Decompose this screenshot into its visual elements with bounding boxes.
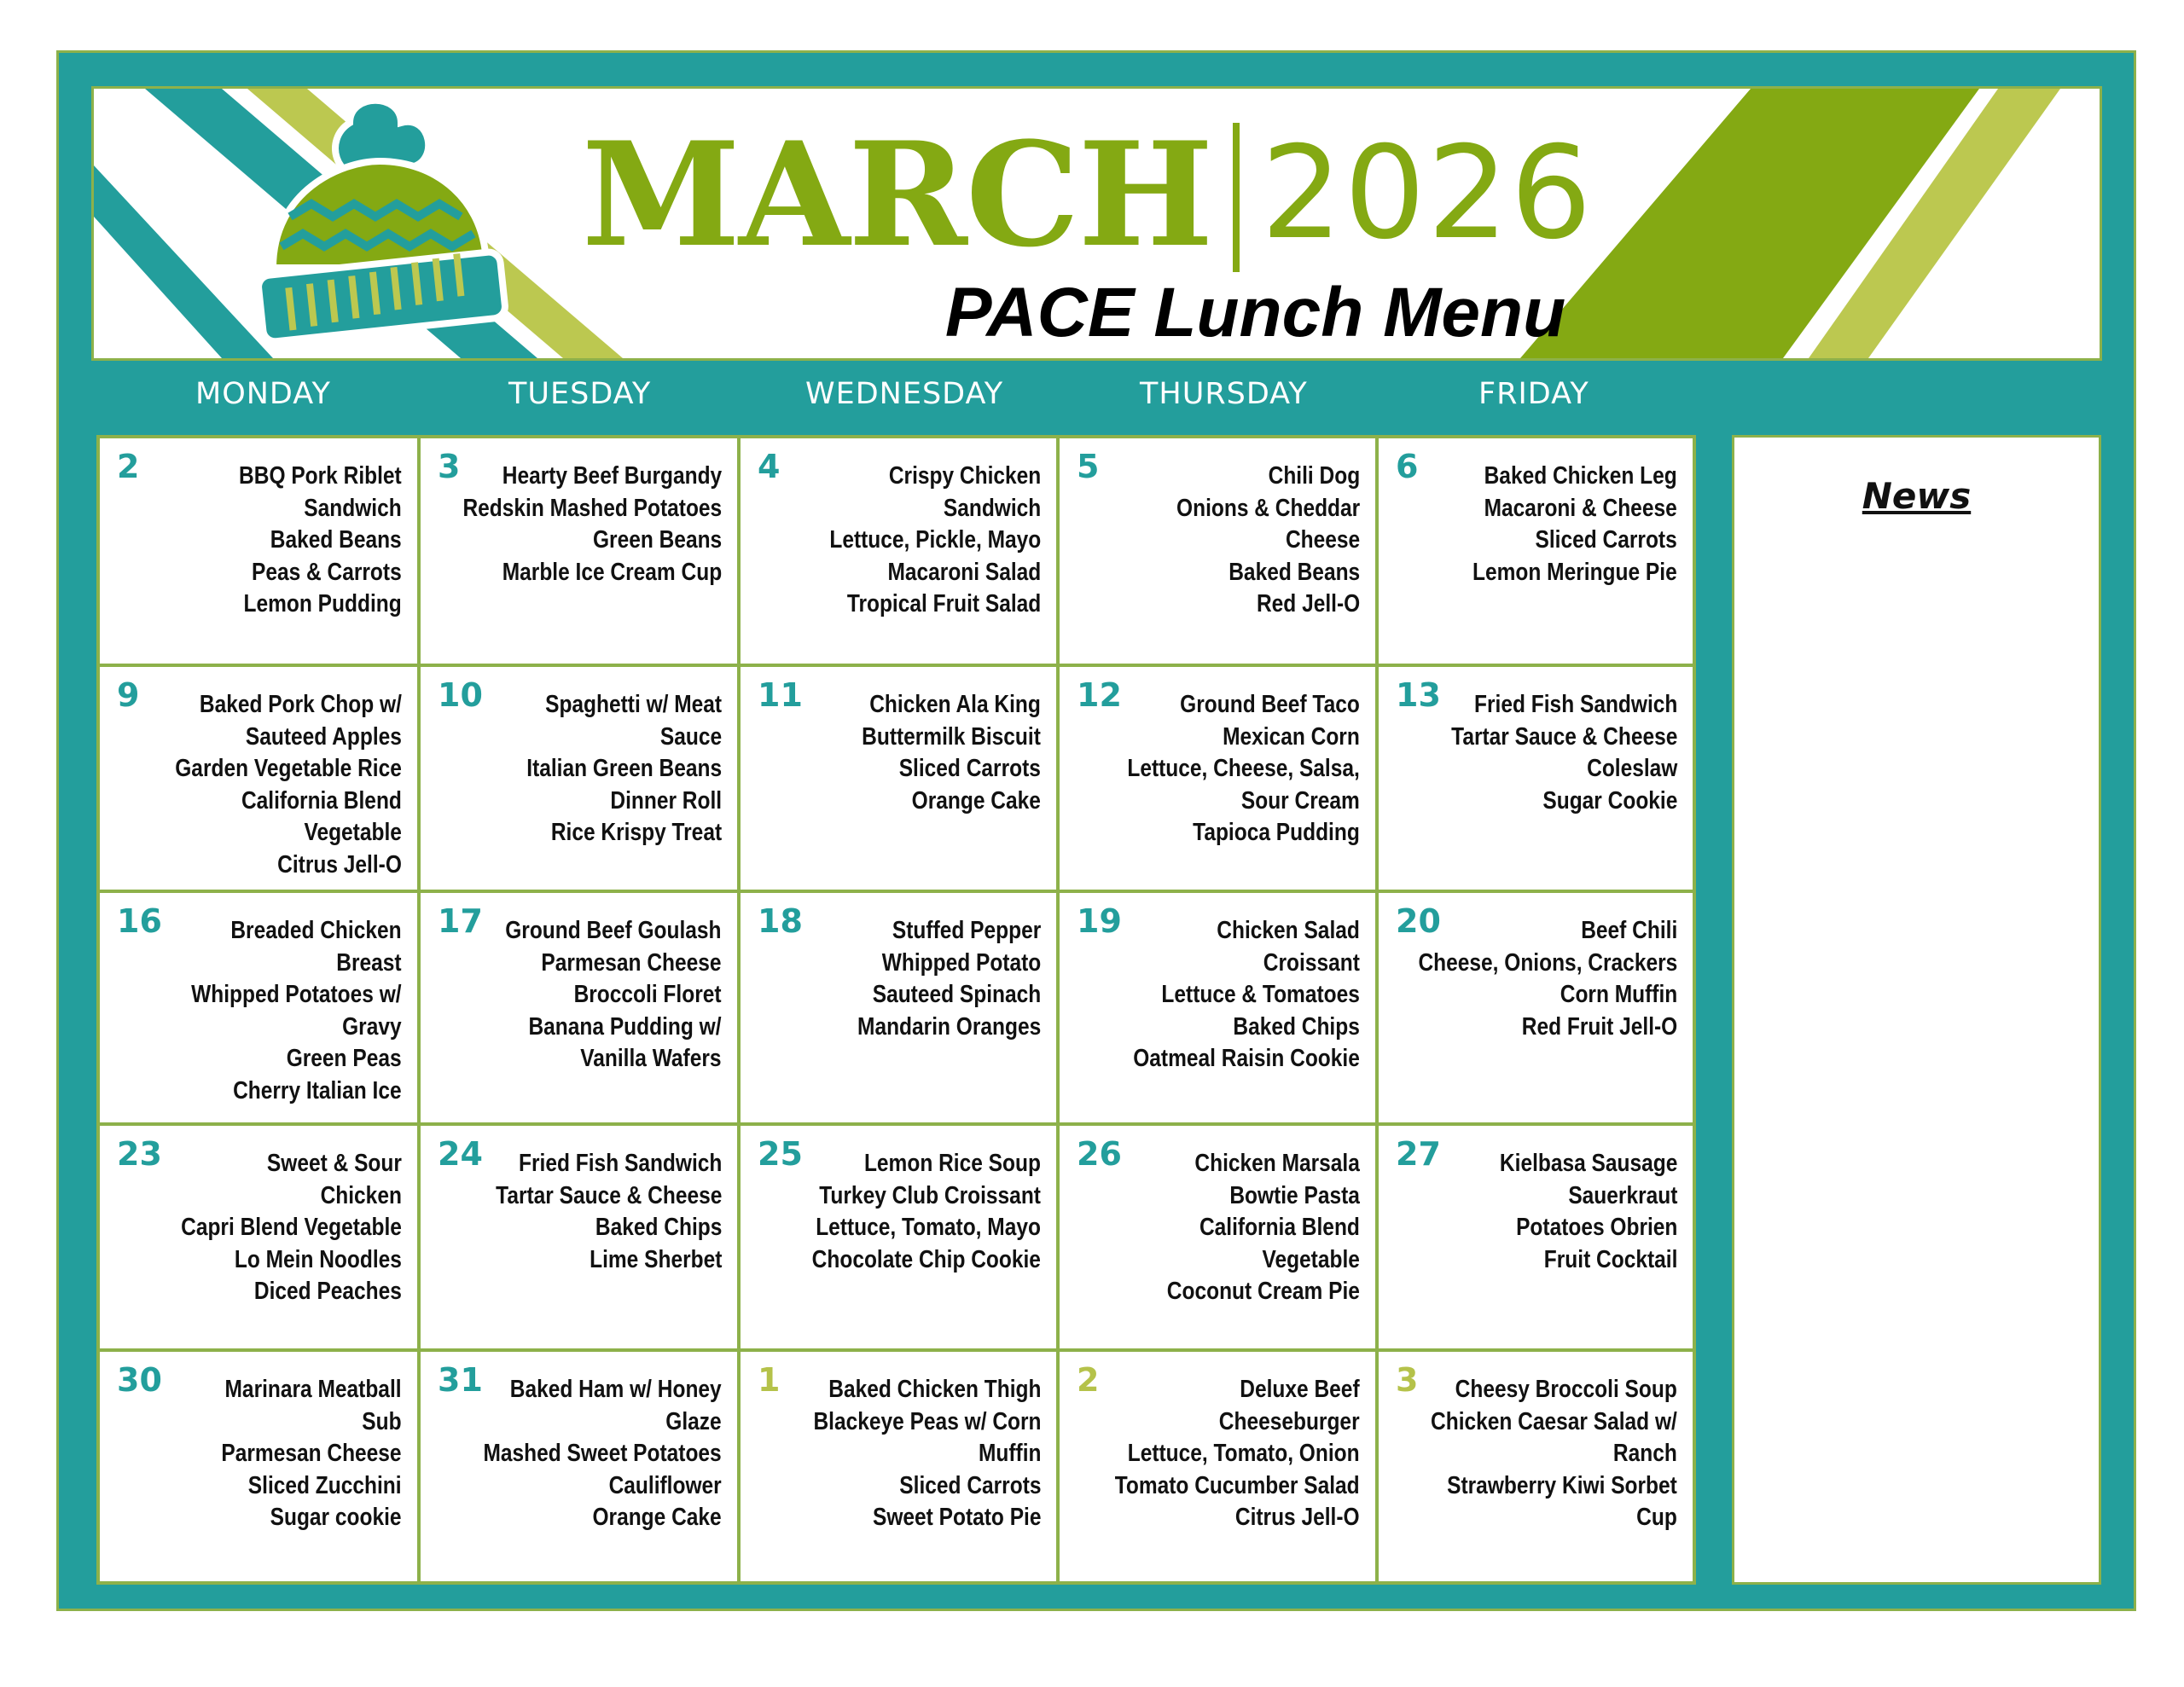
menu-item: Cheese, Onions, Crackers — [1418, 948, 1677, 977]
menu-item: Buttermilk Biscuit — [862, 722, 1041, 751]
menu-item: Kielbasa Sausage — [1499, 1150, 1677, 1177]
menu-item: Green Beans — [592, 526, 722, 554]
menu-item: Cheese — [1285, 526, 1360, 554]
calendar-day-cell — [1060, 1352, 1375, 1581]
menu-item: Sauce — [659, 722, 722, 751]
menu-item: Broccoli Floret — [574, 981, 722, 1008]
menu-item: Banana Pudding w/ — [528, 1012, 722, 1041]
day-number: 2 — [1077, 1361, 1100, 1399]
menu-items — [1176, 461, 1360, 621]
menu-item: Whipped Potato — [881, 948, 1041, 977]
menu-item: Croissant — [1263, 948, 1360, 977]
menu-items — [1431, 1374, 1677, 1534]
title-separator — [1233, 123, 1240, 272]
day-number: 12 — [1077, 676, 1122, 714]
calendar-day-cell — [100, 438, 417, 664]
menu-items — [526, 689, 722, 849]
title-month: MARCH — [582, 110, 1212, 279]
menu-item: Spaghetti w/ Meat — [544, 691, 722, 718]
day-number: 31 — [438, 1361, 483, 1399]
calendar-day-cell — [1379, 1126, 1693, 1348]
day-number: 5 — [1077, 448, 1100, 485]
menu-item: Turkey Club Croissant — [819, 1181, 1041, 1209]
menu-item: Fruit Cocktail — [1543, 1245, 1677, 1273]
menu-item: Chicken Ala King — [869, 691, 1041, 718]
menu-item: Potatoes Obrien — [1515, 1214, 1677, 1241]
menu-item: Lettuce, Cheese, Salsa, — [1127, 755, 1360, 782]
menu-item: Green Peas — [287, 1045, 402, 1072]
menu-item: Sliced Carrots — [1535, 526, 1677, 554]
day-number: 3 — [1396, 1361, 1419, 1399]
calendar-day-cell — [421, 1352, 737, 1581]
calendar-day-cell — [1379, 1352, 1693, 1581]
menu-item: Stuffed Pepper — [892, 917, 1041, 944]
menu-items — [192, 915, 402, 1107]
menu-items — [1418, 915, 1677, 1043]
day-number: 20 — [1396, 902, 1441, 940]
day-number: 10 — [438, 676, 483, 714]
menu-item: Mandarin Oranges — [857, 1012, 1041, 1041]
menu-item: Lemon Rice Soup — [863, 1150, 1041, 1177]
menu-item: Marble Ice Cream Cup — [502, 558, 722, 586]
calendar-day-cell — [100, 1352, 417, 1581]
menu-item: Whipped Potatoes w/ — [191, 981, 402, 1008]
day-number: 3 — [438, 448, 461, 485]
menu-item: Citrus Jell-O — [1235, 1504, 1360, 1531]
day-number: 13 — [1396, 676, 1441, 714]
calendar-day-cell — [100, 893, 417, 1122]
menu-items — [812, 1148, 1041, 1276]
day-number: 18 — [758, 902, 803, 940]
day-number: 24 — [438, 1135, 483, 1173]
menu-item: Tropical Fruit Salad — [846, 590, 1041, 617]
menu-item: Coleslaw — [1586, 755, 1677, 782]
menu-item: Vegetable — [304, 819, 402, 846]
menu-item: Cup — [1636, 1504, 1677, 1531]
menu-item: Capri Blend Vegetable — [181, 1214, 402, 1241]
menu-item: Sugar cookie — [270, 1504, 402, 1531]
menu-item: Macaroni Salad — [887, 558, 1041, 586]
menu-item: Fried Fish Sandwich — [1473, 691, 1677, 718]
calendar-day-cell — [1379, 438, 1693, 664]
menu-items — [1451, 689, 1677, 817]
calendar-day-cell — [100, 1126, 417, 1348]
menu-item: Lemon Pudding — [243, 590, 402, 617]
calendar-day-cell — [1379, 893, 1693, 1122]
menu-item: California Blend — [241, 786, 402, 815]
menu-item: Parmesan Cheese — [541, 948, 722, 977]
menu-item: Sour Cream — [1241, 786, 1360, 815]
menu-item: Orange Cake — [592, 1504, 722, 1531]
menu-item: Onions & Cheddar — [1176, 494, 1360, 522]
menu-item: Sliced Carrots — [898, 1471, 1041, 1499]
menu-item: Baked Chicken Leg — [1484, 462, 1677, 490]
day-number: 17 — [438, 902, 483, 940]
menu-item: Corn Muffin — [1560, 981, 1677, 1008]
menu-item: Sugar Cookie — [1542, 786, 1677, 815]
menu-item: Strawberry Kiwi Sorbet — [1447, 1471, 1677, 1499]
menu-items — [462, 461, 722, 588]
day-number: 26 — [1077, 1135, 1122, 1173]
menu-item: Chicken Caesar Salad w/ — [1431, 1407, 1677, 1435]
menu-items — [506, 915, 722, 1075]
calendar-day-cell — [741, 667, 1056, 890]
menu-item: Baked Chips — [1233, 1012, 1360, 1041]
menu-item: Sauteed Spinach — [872, 981, 1041, 1008]
menu-items — [496, 1148, 722, 1276]
calendar-day-cell — [741, 438, 1056, 664]
menu-item: Lettuce, Tomato, Onion — [1128, 1440, 1360, 1467]
menu-item: Fried Fish Sandwich — [518, 1150, 722, 1177]
menu-item: Red Fruit Jell-O — [1521, 1012, 1677, 1041]
calendar-header — [91, 86, 2102, 361]
menu-item: Ranch — [1613, 1440, 1677, 1467]
menu-item: Garden Vegetable Rice — [175, 755, 402, 782]
menu-item: Baked Beans — [270, 526, 402, 554]
menu-items — [1472, 461, 1677, 588]
menu-items — [181, 1148, 402, 1308]
news-box — [1732, 435, 2101, 1585]
menu-item: Rice Krispy Treat — [550, 819, 722, 846]
menu-item: Muffin — [978, 1440, 1041, 1467]
menu-item: Chicken Marsala — [1194, 1150, 1360, 1177]
menu-item: Sub — [362, 1407, 402, 1435]
menu-item: Beef Chili — [1580, 917, 1677, 944]
calendar-grid — [96, 435, 1696, 1585]
menu-item: Sweet Potato Pie — [872, 1504, 1041, 1531]
menu-item: Chicken Salad — [1217, 917, 1360, 944]
menu-item: Cherry Italian Ice — [233, 1076, 402, 1104]
menu-item: Sweet & Sour — [267, 1150, 402, 1177]
menu-item: Lettuce & Tomatoes — [1161, 981, 1360, 1008]
menu-items — [862, 689, 1041, 817]
day-header-monday: MONDAY — [195, 377, 331, 411]
menu-item: Lime Sherbet — [589, 1245, 722, 1273]
menu-item: Crispy Chicken — [888, 462, 1041, 490]
menu-item: Chili Dog — [1268, 462, 1360, 490]
menu-item: Lettuce, Pickle, Mayo — [829, 526, 1041, 554]
calendar-day-cell — [421, 1126, 737, 1348]
menu-item: Cheeseburger — [1219, 1407, 1360, 1435]
menu-item: Gravy — [342, 1012, 402, 1041]
calendar-day-cell — [741, 893, 1056, 1122]
day-number: 16 — [117, 902, 162, 940]
menu-item: Tartar Sauce & Cheese — [495, 1181, 722, 1209]
calendar-day-cell — [1379, 667, 1693, 890]
menu-item: Parmesan Cheese — [221, 1440, 402, 1467]
calendar-day-cell — [741, 1352, 1056, 1581]
menu-item: Redskin Mashed Potatoes — [462, 494, 722, 522]
menu-item: Baked Pork Chop w/ — [200, 691, 402, 718]
day-number: 30 — [117, 1361, 162, 1399]
day-number: 19 — [1077, 902, 1122, 940]
menu-item: Vegetable — [1262, 1245, 1360, 1273]
menu-item: Mashed Sweet Potatoes — [483, 1440, 722, 1467]
menu-item: Ground Beef Taco — [1180, 691, 1360, 718]
menu-item: Sliced Carrots — [898, 755, 1041, 782]
menu-item: Baked Chicken Thigh — [828, 1376, 1041, 1403]
calendar-day-cell — [1060, 438, 1375, 664]
calendar-day-cell — [421, 438, 737, 664]
menu-item: Marinara Meatball — [224, 1376, 402, 1403]
menu-item: Peas & Carrots — [252, 558, 402, 586]
menu-item: Baked Ham w/ Honey — [510, 1376, 722, 1403]
menu-item: Dinner Roll — [610, 786, 722, 815]
menu-item: Tapioca Pudding — [1193, 819, 1360, 846]
menu-item: Mexican Corn — [1223, 722, 1360, 751]
day-number: 11 — [758, 676, 803, 714]
menu-item: Bowtie Pasta — [1229, 1181, 1360, 1209]
day-header-tuesday: TUESDAY — [508, 377, 652, 411]
menu-items — [175, 689, 402, 881]
menu-item: Sandwich — [943, 494, 1041, 522]
menu-items — [1133, 915, 1360, 1075]
calendar-day-cell — [421, 667, 737, 890]
menu-item: Cheesy Broccoli Soup — [1455, 1376, 1677, 1403]
calendar-day-cell — [1060, 893, 1375, 1122]
menu-items — [857, 915, 1041, 1043]
menu-item: Coconut Cream Pie — [1166, 1278, 1360, 1305]
day-number: 4 — [758, 448, 781, 485]
menu-item: Vanilla Wafers — [580, 1045, 722, 1072]
day-number: 2 — [117, 448, 140, 485]
news-title: News — [1862, 475, 1972, 517]
menu-item: Sauteed Apples — [246, 722, 402, 751]
menu-items — [1115, 1374, 1360, 1534]
menu-item: Oatmeal Raisin Cookie — [1133, 1045, 1360, 1072]
menu-item: Tartar Sauce & Cheese — [1450, 722, 1677, 751]
menu-item: Glaze — [665, 1407, 722, 1435]
day-number: 27 — [1396, 1135, 1441, 1173]
page-subtitle — [94, 274, 2100, 351]
menu-item: Baked Beans — [1228, 558, 1360, 586]
menu-item: Lemon Meringue Pie — [1472, 558, 1677, 586]
menu-item: Macaroni & Cheese — [1484, 494, 1677, 522]
calendar-day-cell — [1060, 1126, 1375, 1348]
menu-items — [1128, 689, 1360, 849]
day-number: 23 — [117, 1135, 162, 1173]
calendar-day-cell — [741, 1126, 1056, 1348]
menu-items — [829, 461, 1041, 621]
menu-item: Citrus Jell-O — [277, 850, 402, 878]
day-header-wednesday: WEDNESDAY — [805, 377, 1004, 411]
menu-item: Blackeye Peas w/ Corn — [812, 1407, 1041, 1435]
menu-item: Lo Mein Noodles — [234, 1245, 402, 1273]
menu-item: Tomato Cucumber Salad — [1115, 1471, 1360, 1499]
day-header-friday: FRIDAY — [1478, 377, 1589, 411]
day-number: 1 — [758, 1361, 781, 1399]
menu-item: Deluxe Beef — [1240, 1376, 1360, 1403]
menu-items — [1500, 1148, 1677, 1276]
title-year: 2026 — [1261, 119, 1594, 268]
menu-item: Breaded Chicken — [230, 917, 402, 944]
menu-item: Red Jell-O — [1256, 590, 1360, 617]
menu-item: BBQ Pork Riblet — [239, 462, 402, 490]
calendar-day-cell — [1060, 667, 1375, 890]
day-number: 25 — [758, 1135, 803, 1173]
menu-items — [239, 461, 402, 621]
menu-item: California Blend — [1199, 1214, 1360, 1241]
menu-item: Breast — [336, 948, 402, 977]
menu-item: Chicken — [320, 1181, 402, 1209]
menu-items — [813, 1374, 1041, 1534]
calendar-day-cell — [100, 667, 417, 890]
menu-item: Hearty Beef Burgandy — [502, 462, 722, 490]
subtitle-text: PACE Lunch Menu — [944, 274, 1566, 351]
menu-items — [222, 1374, 402, 1534]
day-number: 6 — [1396, 448, 1419, 485]
menu-item: Lettuce, Tomato, Mayo — [816, 1214, 1041, 1241]
menu-item: Sliced Zucchini — [248, 1471, 402, 1499]
menu-item: Sandwich — [304, 494, 402, 522]
menu-items — [484, 1374, 722, 1534]
menu-item: Sauerkraut — [1567, 1181, 1677, 1209]
menu-item: Orange Cake — [911, 786, 1041, 815]
menu-item: Baked Chips — [595, 1214, 722, 1241]
menu-item: Italian Green Beans — [526, 755, 722, 782]
menu-item: Cauliflower — [608, 1471, 722, 1499]
menu-items — [1167, 1148, 1360, 1308]
day-header-thursday: THURSDAY — [1140, 377, 1308, 411]
menu-item: Chocolate Chip Cookie — [811, 1245, 1041, 1273]
menu-item: Diced Peaches — [253, 1278, 402, 1305]
day-number: 9 — [117, 676, 140, 714]
menu-item: Ground Beef Goulash — [505, 917, 722, 944]
calendar-day-cell — [421, 893, 737, 1122]
